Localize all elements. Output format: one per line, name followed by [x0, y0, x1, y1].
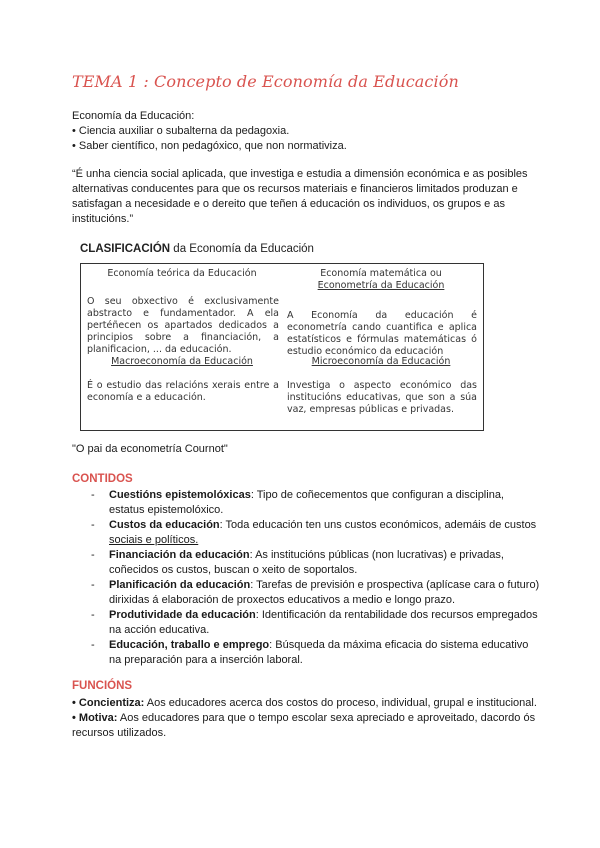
classification-table [80, 263, 484, 431]
right-header: Economía matemática ou Econometría da Educación [317, 268, 445, 291]
list-item: - Financiación da educación: As institucións públicas (non lucrativas) e privadas, coñecidos os custos, buscan o xeito de soportalos. [91, 549, 504, 576]
right-subheader: Microeconomía da Educación [311, 356, 451, 367]
list-item: • Concientiza: Aos educadores acerca dos costos do proceso, individual, grupal e institucional. [72, 697, 537, 709]
funcions-list [72, 696, 542, 741]
left-header: Economía teórica da Educación [107, 268, 257, 279]
intro-heading: Economía da Educación: [72, 110, 195, 122]
list-item: - Planificación da educación: Tarefas de previsión e prospectiva (aplícase cara o futuro) dirixidas á elaboración de proxectos educativos a medio e longo prazo. [91, 579, 540, 606]
definition-quote: “É unha ciencia social aplicada, que investiga e estudia a dimensión económica e as posibles alternativas conducentes para que os recursos materiais e financieros limitados produzan e satisfagan a necesidade e o dereito que teñen á educación os individuos, os grupos e as institucións.” [72, 168, 528, 225]
list-item: - Custos da educación: Toda educación ten uns custos económicos, ademáis de custos sociais e políticos. [91, 519, 537, 546]
funcions-title: FUNCIÓNS [72, 680, 133, 692]
list-item: - Cuestións epistemolóxicas: Tipo de coñecementos que configuran a disciplina, estatus epistemolóxico. [91, 489, 504, 516]
list-item: - Educación, traballo e emprego: Búsqueda da máxima eficacia do sistema educativo na preparación para a inserción laboral. [91, 639, 529, 666]
intro-bullet: • Saber científico, non pedagóxico, que non normativiza. [72, 140, 347, 152]
right-sub-description: Investiga o aspecto económico das institucións educativas, que son a súa vaz, empresas públicas e privadas. [287, 380, 477, 415]
left-sub-description: É o estudio das relacións xerais entre a economía e a educación. [87, 380, 279, 403]
classification-title: CLASIFICACIÓN da Economía da Educación [80, 243, 314, 255]
contidos-list [72, 488, 542, 668]
intro-bullet: • Ciencia auxiliar o subalterna da pedagoxia. [72, 125, 290, 137]
right-description: A Economía da educación é econometría cando cuantifica e aplica estatísticos e fórmulas matemáticas ó estudio económico da educación [287, 310, 477, 357]
intro-block [72, 109, 347, 154]
left-description: O seu obxectivo é exclusivamente abstracto e fundamentador. A ela pertéñecen os apartados dedicados a principios sobre a financiación, a planificacion, ... da educación. [87, 296, 279, 355]
list-item: - Produtividade da educación: Identificación da rentabilidade dos recursos empregados na acción educativa. [91, 609, 538, 636]
list-item: • Motiva: Aos educadores para que o tempo escolar sexa apreciado e aproveitado, dacordo ós recursos utilizados. [72, 712, 536, 739]
left-subheader: Macroeconomía da Educación [111, 356, 253, 367]
citation: "O pai da econometría Cournot" [72, 443, 228, 455]
contidos-title: CONTIDOS [72, 473, 133, 485]
document-title: TEMA 1 : Concepto de Economía da Educación [72, 72, 459, 91]
